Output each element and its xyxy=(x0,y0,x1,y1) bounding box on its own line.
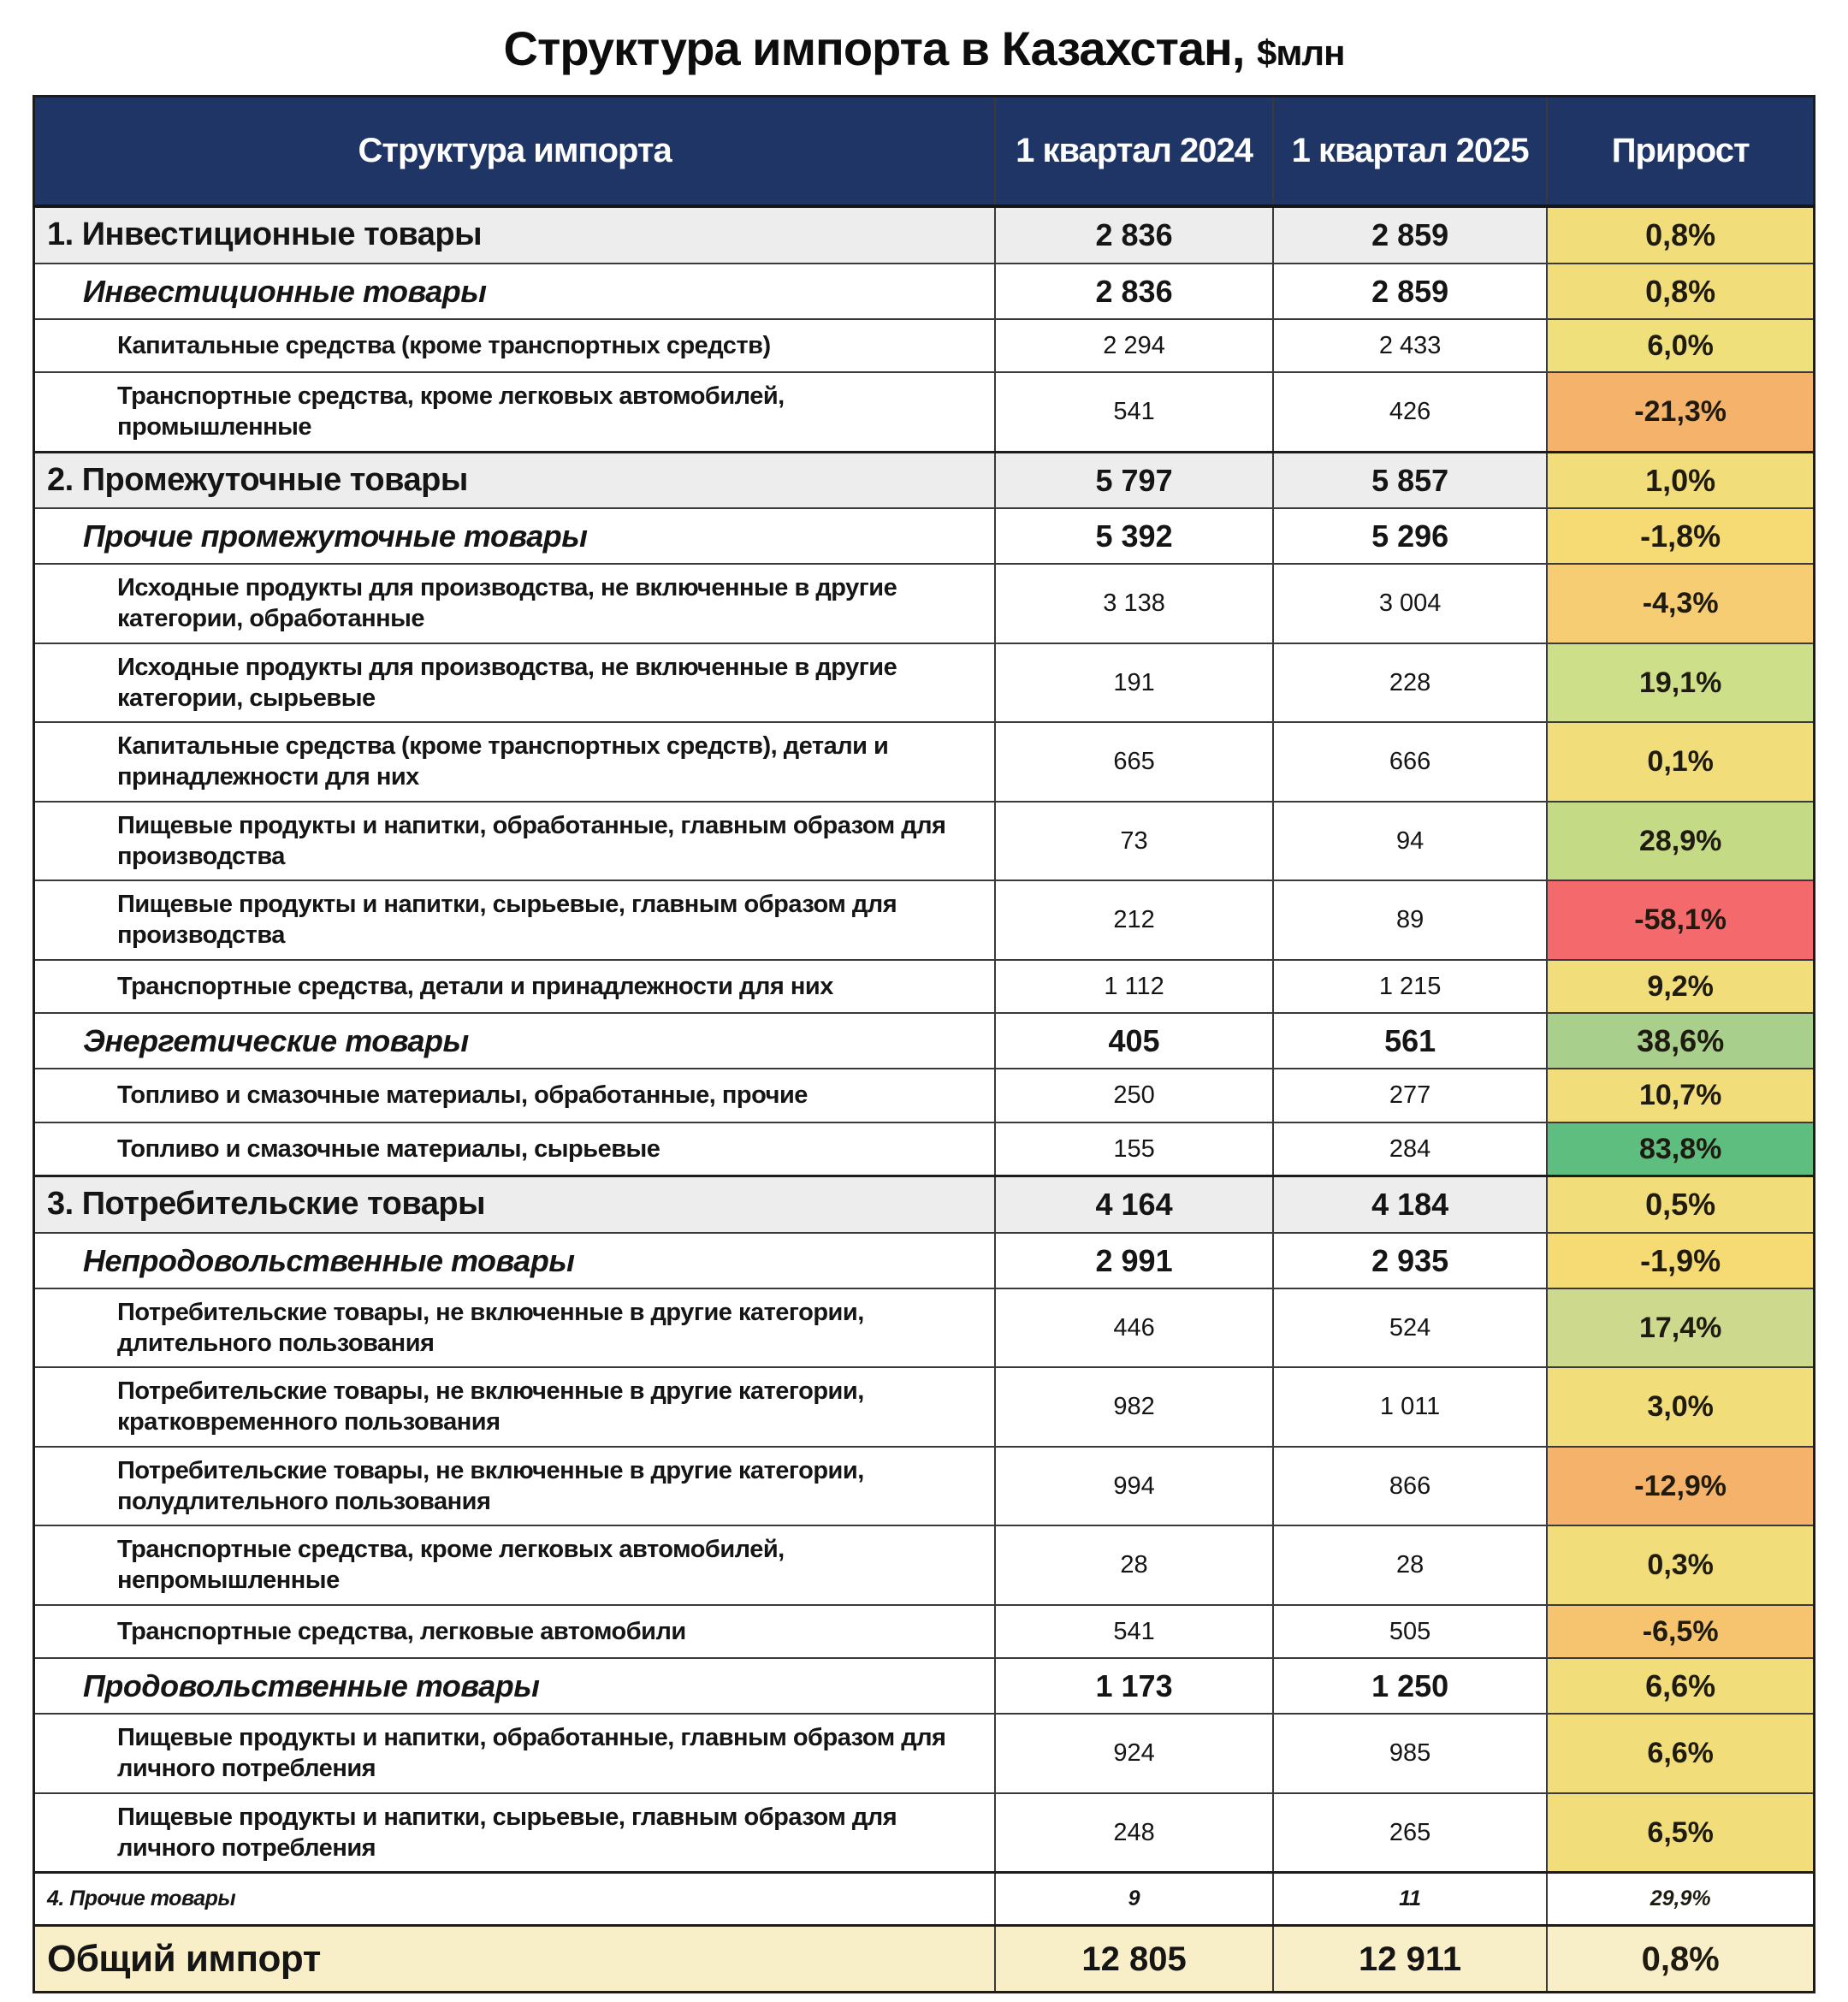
growth-cell: 17,4% xyxy=(1547,1288,1814,1368)
growth-cell: 28,9% xyxy=(1547,802,1814,881)
row-label-cell: Топливо и смазочные материалы, сырьевые xyxy=(34,1122,996,1176)
row-label-cell: Пищевые продукты и напитки, обработанные, главным образом для личного потребления xyxy=(34,1714,996,1793)
table-row xyxy=(34,1605,1815,1659)
value-2024-cell: 1 173 xyxy=(995,1658,1273,1714)
growth-cell: -4,3% xyxy=(1547,564,1814,643)
growth-cell: -12,9% xyxy=(1547,1447,1814,1526)
table-row xyxy=(34,1714,1815,1793)
value-2025-cell: 426 xyxy=(1273,372,1547,452)
growth-cell: 0,5% xyxy=(1547,1176,1814,1233)
page-title xyxy=(33,21,1815,76)
header-row xyxy=(34,97,1815,207)
table-row xyxy=(34,1069,1815,1122)
table-row xyxy=(34,264,1815,319)
row-label-cell: Транспортные средства, кроме легковых автомобилей, непромышленные xyxy=(34,1525,996,1605)
row-label-cell: Энергетические товары xyxy=(34,1013,996,1069)
row-label-cell: Пищевые продукты и напитки, обработанные, главным образом для производства xyxy=(34,802,996,881)
value-2025-cell: 505 xyxy=(1273,1605,1547,1659)
table-row xyxy=(34,1525,1815,1605)
table-row xyxy=(34,1233,1815,1288)
value-2025-cell: 666 xyxy=(1273,722,1547,802)
table-row xyxy=(34,643,1815,723)
value-2025-cell: 2 859 xyxy=(1273,206,1547,264)
growth-cell: 1,0% xyxy=(1547,452,1814,508)
row-label-cell: Пищевые продукты и напитки, сырьевые, главным образом для личного потребления xyxy=(34,1793,996,1873)
row-label-cell: Транспортные средства, детали и принадлежности для них xyxy=(34,960,996,1014)
value-2025-cell: 1 250 xyxy=(1273,1658,1547,1714)
value-2025-cell: 5 857 xyxy=(1273,452,1547,508)
value-2024-cell: 191 xyxy=(995,643,1273,723)
table-row xyxy=(34,1176,1815,1233)
title-unit: $млн xyxy=(1256,33,1345,73)
table-row xyxy=(34,452,1815,508)
growth-cell: -58,1% xyxy=(1547,880,1814,960)
value-2025-cell: 2 859 xyxy=(1273,264,1547,319)
table-row xyxy=(34,960,1815,1014)
table-row xyxy=(34,1447,1815,1526)
table-row xyxy=(34,372,1815,452)
header-q1-2025: 1 квартал 2025 xyxy=(1273,97,1547,207)
value-2024-cell: 73 xyxy=(995,802,1273,881)
value-2025-cell: 2 433 xyxy=(1273,319,1547,373)
row-label-cell: Транспортные средства, легковые автомобили xyxy=(34,1605,996,1659)
value-2024-cell: 3 138 xyxy=(995,564,1273,643)
value-2025-cell: 985 xyxy=(1273,1714,1547,1793)
value-2024-cell: 12 805 xyxy=(995,1926,1273,1993)
table-body xyxy=(34,206,1815,1993)
value-2024-cell: 2 294 xyxy=(995,319,1273,373)
row-label-cell: Капитальные средства (кроме транспортных средств), детали и принадлежности для них xyxy=(34,722,996,802)
table-row xyxy=(34,1658,1815,1714)
table-row xyxy=(34,802,1815,881)
table-row xyxy=(34,1288,1815,1368)
row-label-cell: Потребительские товары, не включенные в другие категории, кратковременного пользования xyxy=(34,1367,996,1447)
value-2025-cell: 4 184 xyxy=(1273,1176,1547,1233)
value-2025-cell: 561 xyxy=(1273,1013,1547,1069)
value-2025-cell: 228 xyxy=(1273,643,1547,723)
value-2024-cell: 924 xyxy=(995,1714,1273,1793)
growth-cell: 83,8% xyxy=(1547,1122,1814,1176)
table-row xyxy=(34,564,1815,643)
growth-cell: 0,3% xyxy=(1547,1525,1814,1605)
value-2024-cell: 5 797 xyxy=(995,452,1273,508)
value-2025-cell: 284 xyxy=(1273,1122,1547,1176)
row-label-cell: 3. Потребительские товары xyxy=(34,1176,996,1233)
growth-cell: 0,8% xyxy=(1547,264,1814,319)
value-2025-cell: 5 296 xyxy=(1273,508,1547,564)
value-2024-cell: 250 xyxy=(995,1069,1273,1122)
value-2024-cell: 541 xyxy=(995,372,1273,452)
import-structure-table xyxy=(33,95,1815,1993)
table-row xyxy=(34,1793,1815,1873)
value-2024-cell: 2 991 xyxy=(995,1233,1273,1288)
growth-cell: 0,1% xyxy=(1547,722,1814,802)
growth-cell: 3,0% xyxy=(1547,1367,1814,1447)
growth-cell: 6,6% xyxy=(1547,1658,1814,1714)
value-2025-cell: 12 911 xyxy=(1273,1926,1547,1993)
value-2024-cell: 155 xyxy=(995,1122,1273,1176)
table-row xyxy=(34,722,1815,802)
table-row xyxy=(34,1873,1815,1926)
row-label-cell: Исходные продукты для производства, не включенные в другие категории, сырьевые xyxy=(34,643,996,723)
row-label-cell: Капитальные средства (кроме транспортных средств) xyxy=(34,319,996,373)
growth-cell: 6,0% xyxy=(1547,319,1814,373)
growth-cell: 9,2% xyxy=(1547,960,1814,1014)
value-2025-cell: 2 935 xyxy=(1273,1233,1547,1288)
value-2024-cell: 2 836 xyxy=(995,264,1273,319)
header-structure: Структура импорта xyxy=(34,97,996,207)
header-growth: Прирост xyxy=(1547,97,1814,207)
value-2024-cell: 4 164 xyxy=(995,1176,1273,1233)
value-2025-cell: 277 xyxy=(1273,1069,1547,1122)
value-2024-cell: 541 xyxy=(995,1605,1273,1659)
value-2024-cell: 212 xyxy=(995,880,1273,960)
value-2024-cell: 994 xyxy=(995,1447,1273,1526)
value-2024-cell: 1 112 xyxy=(995,960,1273,1014)
value-2025-cell: 94 xyxy=(1273,802,1547,881)
value-2024-cell: 28 xyxy=(995,1525,1273,1605)
row-label-cell: Общий импорт xyxy=(34,1926,996,1993)
value-2025-cell: 866 xyxy=(1273,1447,1547,1526)
growth-cell: -1,8% xyxy=(1547,508,1814,564)
table-row xyxy=(34,880,1815,960)
growth-cell: 6,5% xyxy=(1547,1793,1814,1873)
value-2024-cell: 248 xyxy=(995,1793,1273,1873)
title-text: Структура импорта в Казахстан, xyxy=(503,21,1245,75)
growth-cell: -6,5% xyxy=(1547,1605,1814,1659)
row-label-cell: Транспортные средства, кроме легковых автомобилей, промышленные xyxy=(34,372,996,452)
growth-cell: 29,9% xyxy=(1547,1873,1814,1926)
row-label-cell: 1. Инвестиционные товары xyxy=(34,206,996,264)
table-row xyxy=(34,1367,1815,1447)
row-label-cell: 4. Прочие товары xyxy=(34,1873,996,1926)
row-label-cell: Потребительские товары, не включенные в другие категории, длительного пользования xyxy=(34,1288,996,1368)
value-2024-cell: 2 836 xyxy=(995,206,1273,264)
value-2025-cell: 28 xyxy=(1273,1525,1547,1605)
value-2024-cell: 665 xyxy=(995,722,1273,802)
value-2024-cell: 982 xyxy=(995,1367,1273,1447)
row-label-cell: 2. Промежуточные товары xyxy=(34,452,996,508)
growth-cell: 38,6% xyxy=(1547,1013,1814,1069)
growth-cell: 19,1% xyxy=(1547,643,1814,723)
growth-cell: 0,8% xyxy=(1547,206,1814,264)
value-2024-cell: 5 392 xyxy=(995,508,1273,564)
growth-cell: 0,8% xyxy=(1547,1926,1814,1993)
growth-cell: -1,9% xyxy=(1547,1233,1814,1288)
table-row xyxy=(34,319,1815,373)
growth-cell: -21,3% xyxy=(1547,372,1814,452)
table-row xyxy=(34,206,1815,264)
table-row xyxy=(34,508,1815,564)
growth-cell: 10,7% xyxy=(1547,1069,1814,1122)
row-label-cell: Непродовольственные товары xyxy=(34,1233,996,1288)
row-label-cell: Топливо и смазочные материалы, обработанные, прочие xyxy=(34,1069,996,1122)
value-2025-cell: 3 004 xyxy=(1273,564,1547,643)
row-label-cell: Пищевые продукты и напитки, сырьевые, главным образом для производства xyxy=(34,880,996,960)
row-label-cell: Продовольственные товары xyxy=(34,1658,996,1714)
value-2025-cell: 524 xyxy=(1273,1288,1547,1368)
value-2025-cell: 1 215 xyxy=(1273,960,1547,1014)
row-label-cell: Исходные продукты для производства, не включенные в другие категории, обработанные xyxy=(34,564,996,643)
table-row xyxy=(34,1926,1815,1993)
value-2025-cell: 89 xyxy=(1273,880,1547,960)
row-label-cell: Потребительские товары, не включенные в другие категории, полудлительного пользования xyxy=(34,1447,996,1526)
table-row xyxy=(34,1122,1815,1176)
growth-cell: 6,6% xyxy=(1547,1714,1814,1793)
value-2025-cell: 11 xyxy=(1273,1873,1547,1926)
value-2024-cell: 405 xyxy=(995,1013,1273,1069)
value-2024-cell: 446 xyxy=(995,1288,1273,1368)
value-2025-cell: 1 011 xyxy=(1273,1367,1547,1447)
value-2024-cell: 9 xyxy=(995,1873,1273,1926)
row-label-cell: Прочие промежуточные товары xyxy=(34,508,996,564)
header-q1-2024: 1 квартал 2024 xyxy=(995,97,1273,207)
value-2025-cell: 265 xyxy=(1273,1793,1547,1873)
row-label-cell: Инвестиционные товары xyxy=(34,264,996,319)
table-row xyxy=(34,1013,1815,1069)
